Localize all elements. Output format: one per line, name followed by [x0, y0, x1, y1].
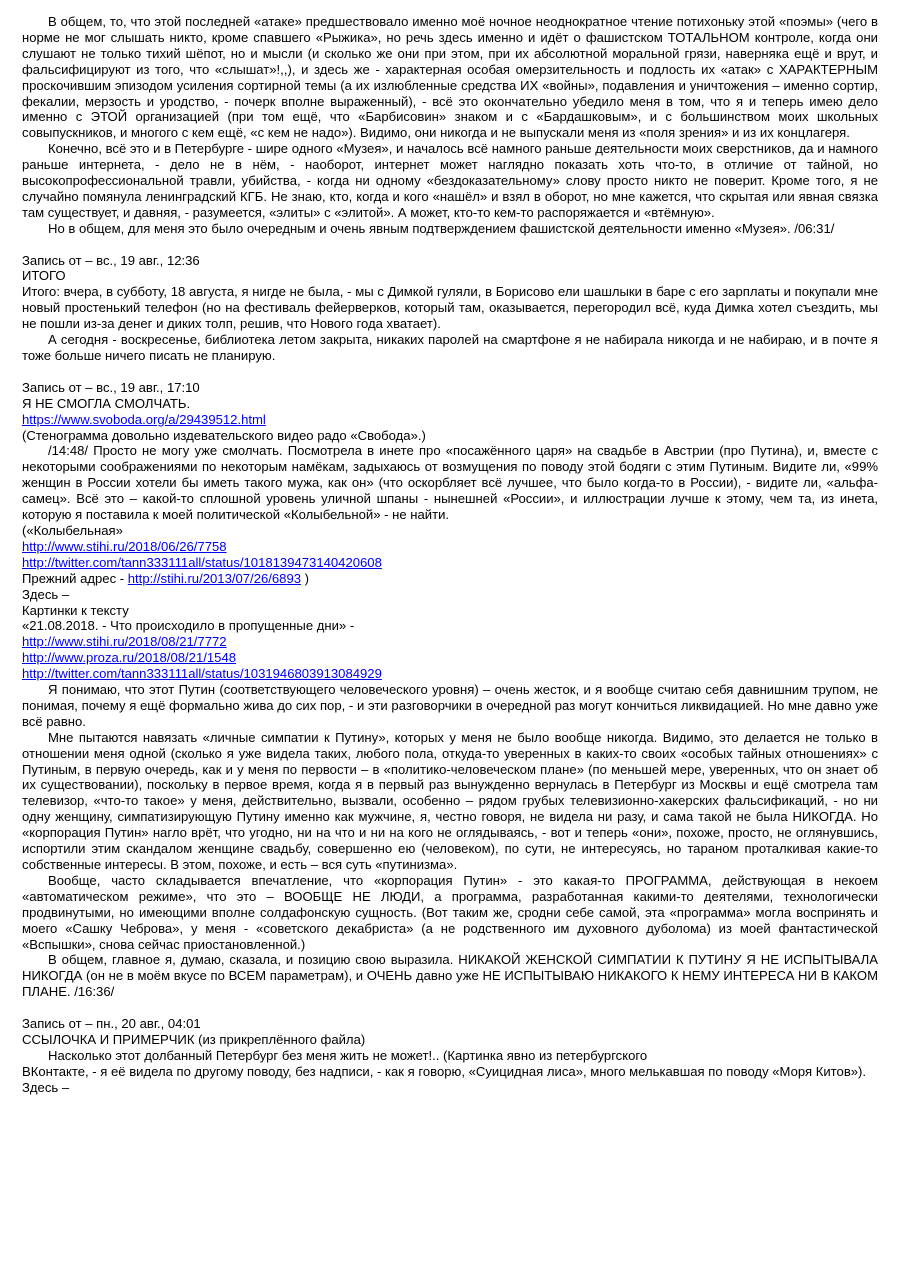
- entry-title: ССЫЛОЧКА И ПРИМЕРЧИК (из прикреплённого файла): [22, 1031, 366, 1047]
- quote-line: «21.08.2018. - Что происходило в пропущенные дни» -: [22, 618, 355, 634]
- spacer: [22, 1000, 878, 1016]
- here-label: Здесь –: [22, 586, 70, 602]
- entry-header: Запись от – вс., 19 авг., 17:10: [22, 379, 200, 395]
- entry-paragraph: В общем, главное я, думаю, сказала, и позицию свою выразила. НИКАКОЙ ЖЕНСКОЙ СИМПАТИИ К ПУТИНУ Я НЕ ИСПЫТЫВАЛА НИКОГДА (он не в моём вкусе по ВСЕМ параметрам), и ОЧЕНЬ давно уже НЕ ИСПЫТЫВАЮ НИКАКОГО К НЕМУ ИНТЕРЕСА НИ В КАКОМ ПЛАНЕ. /16:36/: [22, 952, 878, 1000]
- twitter-pictures-link[interactable]: http://twitter.com/tann333111all/status/1031946803913084929: [22, 666, 382, 682]
- entry-paragraph: Вообще, часто складывается впечатление, что «корпорация Путин» - это какая-то ПРОГРАММА, действующая в некоем «автоматическом режиме», что это – ВООБЩЕ НЕ ЛЮДИ, а программа, разработанная какими-то деятелями, технологически продвинутыми, но имеющими вполне солдафонскую сущность. (Вот таким же, сродни себе самой, эта «программа» могла воспринять и моего «Сашку Чеброва», у меня - «советского декабриста» (а не родственного им духовного дуболома) из моей фантастической «Вспышки», снова сейчас приостановленной.): [22, 872, 878, 952]
- transcript-note: (Стенограмма довольно издевательского видео радо «Свобода».): [22, 427, 426, 443]
- entry-ne-smogla-smolchat: [22, 380, 878, 1000]
- stihi-previous-link[interactable]: http://stihi.ru/2013/07/26/6893: [127, 570, 302, 586]
- entry-header: Запись от – пн., 20 авг., 04:01: [22, 1016, 201, 1032]
- entry-paragraph-continued: ВКонтакте, - я её видела по другому поводу, без надписи, - как я говорю, «Суицидная лиса», много мелькавшая по поводу «Моря Китов»).: [22, 1063, 867, 1079]
- entry-title: ИТОГО: [22, 268, 66, 284]
- entry-paragraph: Мне пытаются навязать «личные симпатии к Путину», которых у меня не было вообще никогда. Видимо, это делается не только в отношении меня одной (сколько я уже видела таких, любого пола, откуда-то уверенных в каких-то своих «особых тайных отношениях» с Путиным, в первую очередь, как и у меня по первости – в «политико-человеческом плане» (по меньшей мере, уверенных, что он знает об их существовании), поскольку в первое время, когда я в первый раз вынужденно вернулась в Петербург из Москвы и ещё смотрела там телевизор, «что-то такое» у меня, действительно, вызвали, особенно – рядом грубых телевизионно-хакерских фальсификаций, - но ни одну женщину, симпатизирующую Путину именно как мужчине, я, честно говоря, не видела ни разу, и сама такой не была НИКОГДА. Но «корпорация Путин» нагло врёт, что угодно, ни на что и ни на кого не оглядываясь, - вот и теперь «они», похоже, просто, не оглянувшись, испортили этим скандалом женщине свадьбу, совершенно ею (человеком), по сути, не интересуясь, но тараном проталкивая какие-то собственные интересы. В этом, похоже, и есть – вся суть «путинизма».: [22, 729, 878, 872]
- entry-paragraph-first-line: Насколько этот долбанный Петербург без меня жить не может!.. (Картинка явно из петербургского: [48, 1047, 648, 1063]
- spacer: [22, 364, 878, 380]
- intro-paragraph-1: В общем, то, что этой последней «атаке» предшествовало именно моё ночное неоднократное чтение потихоньку этой «поэмы» (чего в норме не мог слышать никто, кроме спавшего «Рыжика», но речь здесь именно и идёт о фашистском ТОТАЛЬНОМ контроле, когда они слушают не только тихий шёпот, но и мысли (и сколько же они при этом, при их абсолютной моральной грязи, наверняка ещё и врут, и фальсифицируют из того, что «слышат»!,,), и здесь же - характерная особая омерзительность и подлость их «атак» с ХАРАКТЕРНЫМ проскочившим эпизодом усиления сортирной темы (а их излюбленные средства ИХ «войны», подавления и уничтожения – именно сортир, фекалии, мерзость и уродство, - почерк вполне выраженный), - всё это окончательно убедило меня в том, что я и теперь имею дело именно с ЭТОЙ организацией (при том ещё, что «Барбисовин» знаком и с «Бардашковым», и с большинством моих школьных совыпускников, и многого с кем ещё, «с кем не надо»). Видимо, они никогда и не выпускали меня из «поля зрения» и из их концлагеря.: [22, 14, 878, 141]
- kolybelnaya-label: («Колыбельная»: [22, 522, 123, 538]
- twitter-kolybelnaya-link[interactable]: http://twitter.com/tann333111all/status/1018139473140420608: [22, 554, 382, 570]
- entry-title: Я НЕ СМОГЛА СМОЛЧАТЬ.: [22, 395, 191, 411]
- previous-address-suffix: ): [301, 570, 310, 586]
- spacer: [22, 237, 878, 253]
- entry-ssylochka: [22, 1016, 878, 1096]
- entry-header: Запись от – вс., 19 авг., 12:36: [22, 252, 200, 268]
- proza-pictures-link[interactable]: http://www.proza.ru/2018/08/21/1548: [22, 650, 237, 666]
- svoboda-link[interactable]: https://www.svoboda.org/a/29439512.html: [22, 411, 266, 427]
- entry-paragraph: /14:48/ Просто не могу уже смолчать. Посмотрела в инете про «посажённого царя» на свадьбе в Австрии (про Путина), и, вместе с некоторыми соображениями по некоторым намёкам, задыхаюсь от возмущения по поводу этой бодяги с этим Путиным. Видите ли, «99% женщин в России хотели бы иметь такого мужа, как он» (что оскорбляет всё лучшее, что было когда-то в России), - видите ли, «альфа-самец». Всё это – какой-то сплошной уровень уличной шпаны - нынешней «России», и иллюстрации лучше к этому, чем та, из инета, которую я поставила к моей политической «Колыбельной» - не найти.: [22, 443, 878, 523]
- entry-itogo: [22, 253, 878, 364]
- entry-paragraph: А сегодня - воскресенье, библиотека летом закрыта, никаких паролей на смартфоне я не набирала никогда и не набираю, и в почте я тоже больше ничего писать не планирую.: [22, 332, 878, 364]
- intro-paragraph-3: Но в общем, для меня это было очередным и очень явным подтверждением фашистской деятельности именно «Музея». /06:31/: [48, 220, 835, 236]
- stihi-kolybelnaya-link[interactable]: http://www.stihi.ru/2018/06/26/7758: [22, 538, 227, 554]
- stihi-pictures-link[interactable]: http://www.stihi.ru/2018/08/21/7772: [22, 634, 227, 650]
- entry-paragraph: Я понимаю, что этот Путин (соответствующего человеческого уровня) – очень жесток, и я вообще считаю себя давнишним трупом, не понимая, почему я ещё формально жива до сих пор, - и эти разговорчики в очередной раз могут кончиться ликвидацией. Но мне давно уже всё равно.: [22, 682, 878, 729]
- pictures-label: Картинки к тексту: [22, 602, 129, 618]
- here-label: Здесь –: [22, 1079, 70, 1095]
- previous-address-prefix: Прежний адрес -: [22, 570, 128, 586]
- intro-paragraph-2: Конечно, всё это и в Петербурге - шире одного «Музея», и началось всё намного раньше деятельности моих сверстников, да и намного раньше интернета, - дело не в нём, - наоборот, интернет может наглядно показать хоть что-то, в отличие от тайной, но высокопрофессиональной травли, убийства, - когда ни одному «бездоказательному» слову просто никто не поверит. Кроме того, я не случайно помянула ленинградский КГБ. Не знаю, кто, когда и кого «нашёл» и взял в оборот, но мне кажется, что скрытая или явная связка там существует, и давняя, - разумеется, «элиты» с «элитой». А может, кто-то кем-то распоряжается и «втёмную».: [22, 141, 878, 220]
- previous-address-line: [22, 571, 878, 587]
- entry-paragraph: Итого: вчера, в субботу, 18 августа, я нигде не была, - мы с Димкой гуляли, в Борисово ели шашлыки в баре с его зарплаты и покупали мне новый простенький телефон (но на фестиваль фейерверков, который там, оказывается, перегородил всё, куда Димка хотел съездить, мы не пошли из-за денег и диких толп, решив, что Нового года хватает).: [22, 284, 878, 332]
